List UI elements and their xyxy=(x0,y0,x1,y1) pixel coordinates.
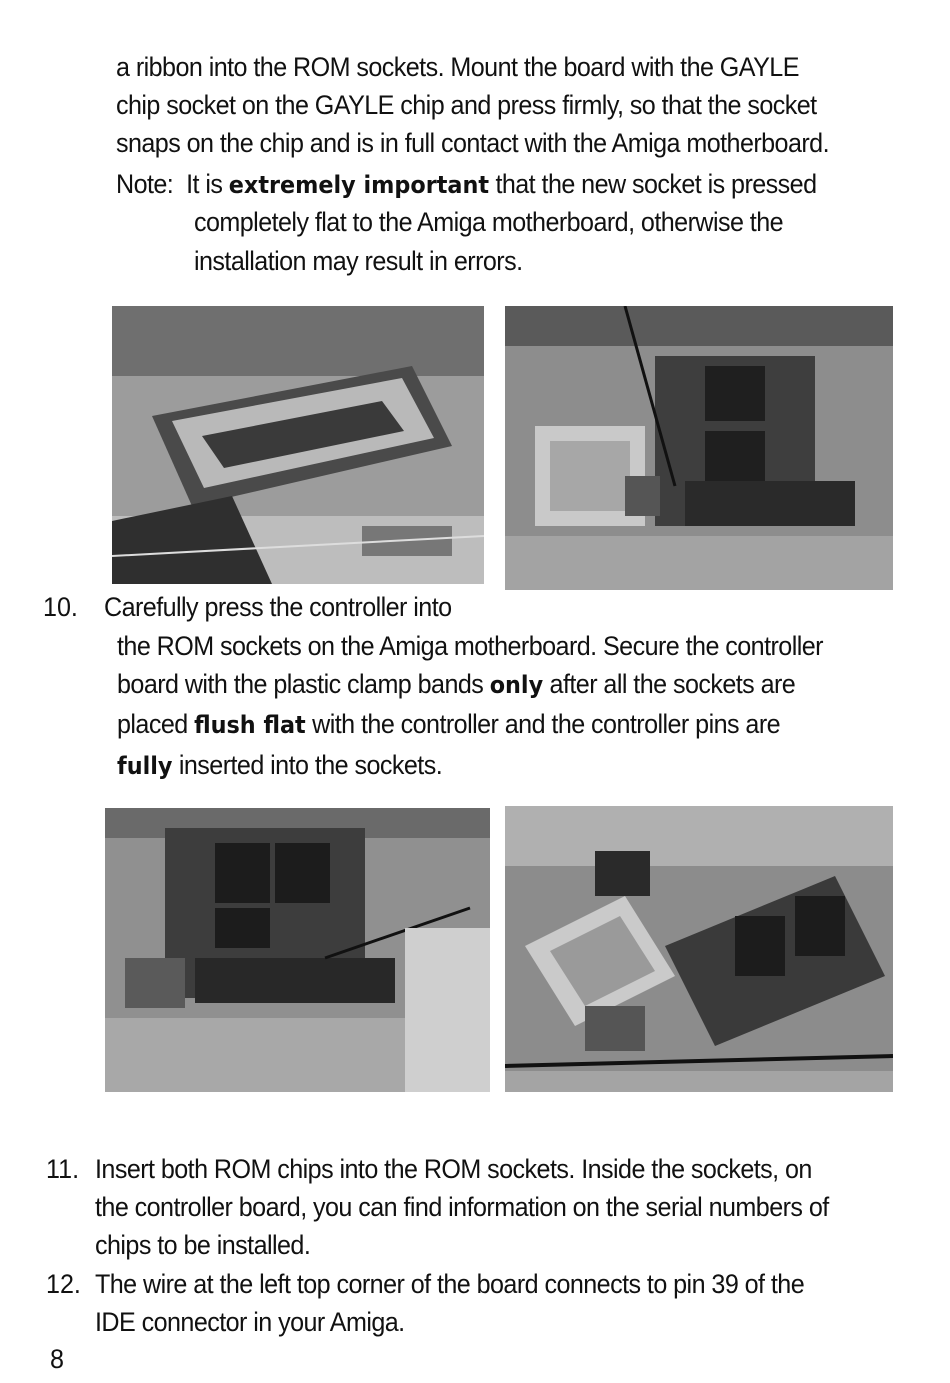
page-number: 8 xyxy=(50,1344,64,1374)
intro-line-3: snaps on the chip and is in full contact with the Amiga motherboard. xyxy=(116,128,830,158)
step-10-line-4-post: with the controller and the controller pins are xyxy=(312,709,781,739)
note-label: Note: xyxy=(116,169,174,199)
step-10-line-3-post: after all the sockets are xyxy=(549,669,796,699)
step-10-line-4 xyxy=(117,705,780,744)
installed-controller-photo xyxy=(105,808,490,1092)
step-12-number: 12. xyxy=(46,1269,81,1299)
note-post: that the new socket is pressed xyxy=(495,169,817,199)
note-line-1 xyxy=(116,165,816,204)
controller-board-photo xyxy=(505,306,893,590)
step-10-emphasis-flush-flat: flush flat xyxy=(194,711,306,739)
board-overview-photo xyxy=(505,806,893,1092)
note-emphasis: extremely important xyxy=(228,171,490,199)
intro-line-1: a ribbon into the ROM sockets. Mount the board with the GAYLE xyxy=(116,52,799,82)
step-10-line-5 xyxy=(117,746,442,785)
rom-socket-photo xyxy=(112,306,484,584)
step-11-line-2: the controller board, you can find information on the serial numbers of xyxy=(95,1192,829,1222)
step-11-line-1: Insert both ROM chips into the ROM sockets. Inside the sockets, on xyxy=(95,1154,812,1184)
note-line-2: completely flat to the Amiga motherboard, otherwise the xyxy=(194,207,784,237)
intro-line-2: chip socket on the GAYLE chip and press firmly, so that the socket xyxy=(116,90,817,120)
step-10-line-4-pre: placed xyxy=(117,709,188,739)
step-10-line-3 xyxy=(117,665,795,704)
step-12-line-1: The wire at the left top corner of the board connects to pin 39 of the xyxy=(95,1269,805,1299)
step-10-line-2: the ROM sockets on the Amiga motherboard. Secure the controller xyxy=(117,631,823,661)
step-10-line-3-pre: board with the plastic clamp bands xyxy=(117,669,484,699)
step-10-emphasis-fully: fully xyxy=(117,752,173,780)
step-10-line-5-post: inserted into the sockets. xyxy=(178,750,443,780)
note-line-3: installation may result in errors. xyxy=(194,246,523,276)
step-11-number: 11. xyxy=(46,1154,80,1184)
step-10-emphasis-only: only xyxy=(489,671,544,699)
step-10-number: 10. xyxy=(43,592,78,622)
step-12-line-2: IDE connector in your Amiga. xyxy=(95,1307,405,1337)
step-10-line-1: Carefully press the controller into xyxy=(104,592,452,622)
note-pre: It is xyxy=(186,169,223,199)
step-11-line-3: chips to be installed. xyxy=(95,1230,311,1260)
